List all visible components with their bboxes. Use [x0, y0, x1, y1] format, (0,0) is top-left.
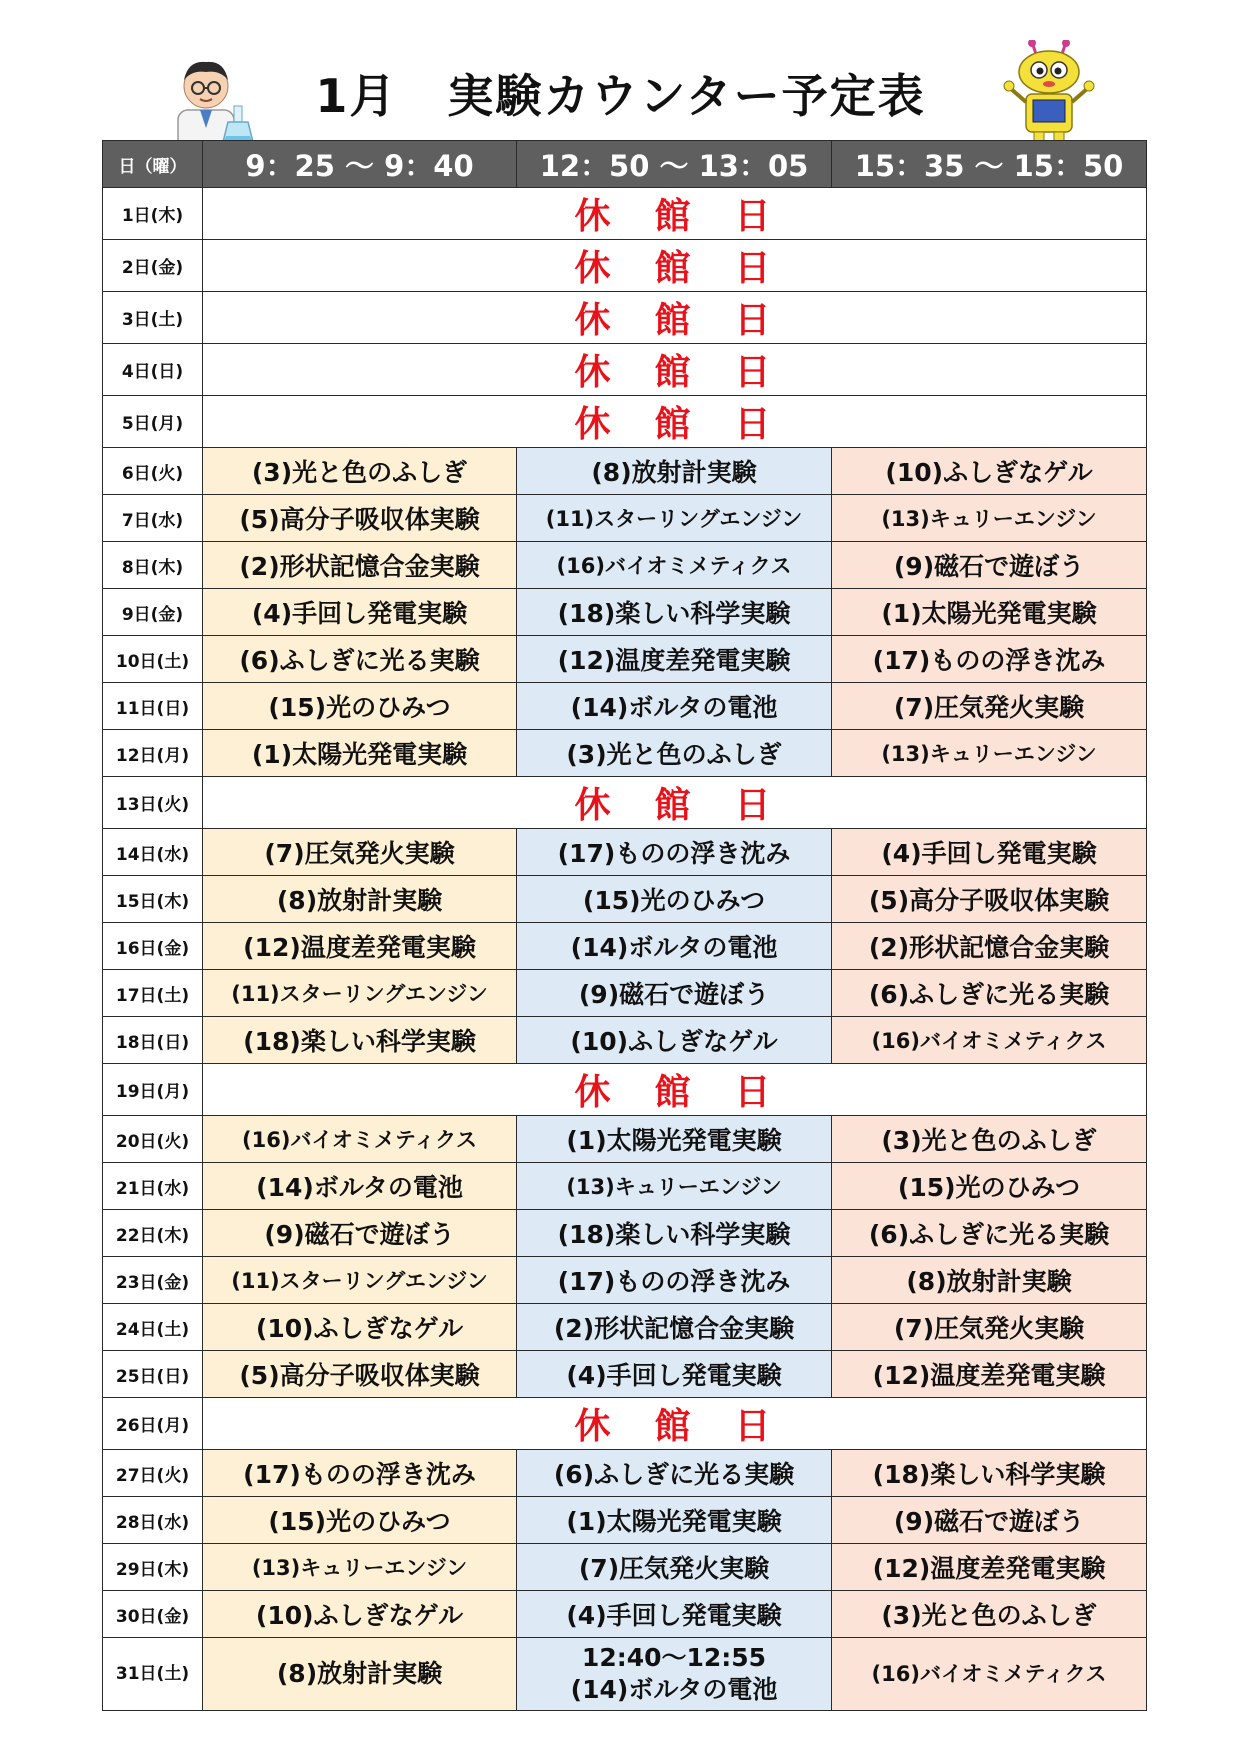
- experiment-slot1: (12)温度差発電実験: [203, 923, 517, 970]
- experiment-slot1: (6)ふしぎに光る実験: [203, 636, 517, 683]
- experiment-slot3: (6)ふしぎに光る実験: [832, 970, 1147, 1017]
- experiment-slot3: (1)太陽光発電実験: [832, 589, 1147, 636]
- experiment-slot2: (12)温度差発電実験: [517, 636, 832, 683]
- table-row: [103, 923, 1147, 970]
- experiment-slot3: (2)形状記憶合金実験: [832, 923, 1147, 970]
- experiment-slot1: (5)高分子吸収体実験: [203, 495, 517, 542]
- experiment-slot1: (8)放射計実験: [203, 1638, 517, 1711]
- experiment-slot1: (10)ふしぎなゲル: [203, 1591, 517, 1638]
- table-row: [103, 730, 1147, 777]
- experiment-slot2: (4)手回し発電実験: [517, 1351, 832, 1398]
- day-cell: 16日(金): [103, 923, 203, 970]
- experiment-slot3: (18)楽しい科学実験: [832, 1450, 1147, 1497]
- day-cell: 30日(金): [103, 1591, 203, 1638]
- experiment-slot1: (1)太陽光発電実験: [203, 730, 517, 777]
- slot-experiment: (14)ボルタの電池: [570, 1675, 778, 1704]
- day-cell: 12日(月): [103, 730, 203, 777]
- table-row: [103, 495, 1147, 542]
- experiment-slot1: (18)楽しい科学実験: [203, 1017, 517, 1064]
- experiment-slot2: (13)キュリーエンジン: [517, 1163, 832, 1210]
- experiment-slot2: (16)バイオミメティクス: [517, 542, 832, 589]
- day-cell: 3日(土): [103, 292, 203, 344]
- experiment-slot1: (8)放射計実験: [203, 876, 517, 923]
- day-cell: 26日(月): [103, 1398, 203, 1450]
- experiment-slot2: (14)ボルタの電池: [517, 923, 832, 970]
- experiment-slot1: (3)光と色のふしぎ: [203, 448, 517, 495]
- table-row: [103, 292, 1147, 344]
- experiment-slot2: (6)ふしぎに光る実験: [517, 1450, 832, 1497]
- experiment-slot3: (17)ものの浮き沈み: [832, 636, 1147, 683]
- experiment-slot3: (12)温度差発電実験: [832, 1544, 1147, 1591]
- title-month: 1月: [315, 69, 398, 123]
- scientist-illustration-icon: [160, 48, 260, 153]
- experiment-slot2: [517, 1638, 832, 1711]
- experiment-slot1: (11)スターリングエンジン: [203, 970, 517, 1017]
- closed-cell: 休 館 日: [203, 777, 1147, 829]
- day-cell: 11日(日): [103, 683, 203, 730]
- experiment-slot3: (15)光のひみつ: [832, 1163, 1147, 1210]
- experiment-slot1: (13)キュリーエンジン: [203, 1544, 517, 1591]
- day-cell: 4日(日): [103, 344, 203, 396]
- experiment-slot3: (5)高分子吸収体実験: [832, 876, 1147, 923]
- table-row: [103, 1497, 1147, 1544]
- experiment-slot2: (15)光のひみつ: [517, 876, 832, 923]
- table-row: [103, 829, 1147, 876]
- robot-mascot-icon: [1000, 40, 1098, 152]
- table-row: [103, 876, 1147, 923]
- experiment-slot3: (10)ふしぎなゲル: [832, 448, 1147, 495]
- title-text: 実験カウンター予定表: [447, 69, 926, 123]
- experiment-slot2: (17)ものの浮き沈み: [517, 829, 832, 876]
- experiment-slot1: (14)ボルタの電池: [203, 1163, 517, 1210]
- day-cell: 29日(木): [103, 1544, 203, 1591]
- table-row: [103, 188, 1147, 240]
- day-cell: 19日(月): [103, 1064, 203, 1116]
- table-row: [103, 1591, 1147, 1638]
- header-day: 日（曜）: [103, 141, 203, 188]
- experiment-slot1: (2)形状記憶合金実験: [203, 542, 517, 589]
- day-cell: 13日(火): [103, 777, 203, 829]
- day-cell: 28日(水): [103, 1497, 203, 1544]
- day-cell: 10日(土): [103, 636, 203, 683]
- table-row: [103, 1064, 1147, 1116]
- header-slot3: 15：35 〜 15：50: [832, 141, 1147, 188]
- closed-cell: 休 館 日: [203, 396, 1147, 448]
- table-row: [103, 1450, 1147, 1497]
- experiment-slot3: (12)温度差発電実験: [832, 1351, 1147, 1398]
- experiment-slot1: (10)ふしぎなゲル: [203, 1304, 517, 1351]
- table-row: [103, 448, 1147, 495]
- experiment-slot2: (7)圧気発火実験: [517, 1544, 832, 1591]
- experiment-slot3: (4)手回し発電実験: [832, 829, 1147, 876]
- day-cell: 8日(木): [103, 542, 203, 589]
- experiment-slot3: (13)キュリーエンジン: [832, 730, 1147, 777]
- experiment-slot2: (18)楽しい科学実験: [517, 1210, 832, 1257]
- experiment-slot3: (8)放射計実験: [832, 1257, 1147, 1304]
- table-row: [103, 1017, 1147, 1064]
- table-row: [103, 1163, 1147, 1210]
- table-row: [103, 240, 1147, 292]
- experiment-slot3: (9)磁石で遊ぼう: [832, 542, 1147, 589]
- experiment-slot2: (2)形状記憶合金実験: [517, 1304, 832, 1351]
- day-cell: 15日(木): [103, 876, 203, 923]
- experiment-slot2: (18)楽しい科学実験: [517, 589, 832, 636]
- day-cell: 17日(土): [103, 970, 203, 1017]
- day-cell: 1日(木): [103, 188, 203, 240]
- experiment-slot3: (9)磁石で遊ぼう: [832, 1497, 1147, 1544]
- experiment-slot2: (10)ふしぎなゲル: [517, 1017, 832, 1064]
- table-row: [103, 1398, 1147, 1450]
- closed-cell: 休 館 日: [203, 1398, 1147, 1450]
- header-slot2: 12：50 〜 13：05: [517, 141, 832, 188]
- table-row: [103, 683, 1147, 730]
- closed-cell: 休 館 日: [203, 344, 1147, 396]
- day-cell: 25日(日): [103, 1351, 203, 1398]
- day-cell: 31日(土): [103, 1638, 203, 1711]
- table-row: [103, 1304, 1147, 1351]
- day-cell: 27日(火): [103, 1450, 203, 1497]
- experiment-slot1: (15)光のひみつ: [203, 683, 517, 730]
- closed-cell: 休 館 日: [203, 240, 1147, 292]
- experiment-slot3: (6)ふしぎに光る実験: [832, 1210, 1147, 1257]
- day-cell: 20日(火): [103, 1116, 203, 1163]
- closed-cell: 休 館 日: [203, 292, 1147, 344]
- day-cell: 2日(金): [103, 240, 203, 292]
- day-cell: 24日(土): [103, 1304, 203, 1351]
- experiment-slot1: (4)手回し発電実験: [203, 589, 517, 636]
- experiment-slot3: (7)圧気発火実験: [832, 683, 1147, 730]
- table-row: [103, 1210, 1147, 1257]
- day-cell: 23日(金): [103, 1257, 203, 1304]
- closed-cell: 休 館 日: [203, 188, 1147, 240]
- experiment-slot1: (17)ものの浮き沈み: [203, 1450, 517, 1497]
- table-row: [103, 589, 1147, 636]
- table-row: [103, 1638, 1147, 1711]
- experiment-slot3: (7)圧気発火実験: [832, 1304, 1147, 1351]
- experiment-slot3: (3)光と色のふしぎ: [832, 1116, 1147, 1163]
- experiment-slot3: (16)バイオミメティクス: [832, 1638, 1147, 1711]
- header-row: [103, 141, 1147, 188]
- experiment-slot2: (14)ボルタの電池: [517, 683, 832, 730]
- table-row: [103, 344, 1147, 396]
- experiment-slot1: (5)高分子吸収体実験: [203, 1351, 517, 1398]
- experiment-slot1: (9)磁石で遊ぼう: [203, 1210, 517, 1257]
- experiment-slot1: (16)バイオミメティクス: [203, 1116, 517, 1163]
- table-row: [103, 542, 1147, 589]
- table-row: [103, 970, 1147, 1017]
- slot-time-note: 12:40〜12:55: [581, 1643, 767, 1672]
- experiment-slot1: (11)スターリングエンジン: [203, 1257, 517, 1304]
- day-cell: 9日(金): [103, 589, 203, 636]
- experiment-slot3: (16)バイオミメティクス: [832, 1017, 1147, 1064]
- day-cell: 21日(水): [103, 1163, 203, 1210]
- experiment-slot3: (13)キュリーエンジン: [832, 495, 1147, 542]
- day-cell: 7日(水): [103, 495, 203, 542]
- experiment-slot2: (1)太陽光発電実験: [517, 1497, 832, 1544]
- day-cell: 14日(水): [103, 829, 203, 876]
- day-cell: 6日(火): [103, 448, 203, 495]
- experiment-slot1: (15)光のひみつ: [203, 1497, 517, 1544]
- experiment-slot2: (8)放射計実験: [517, 448, 832, 495]
- experiment-slot2: (4)手回し発電実験: [517, 1591, 832, 1638]
- experiment-slot3: (3)光と色のふしぎ: [832, 1591, 1147, 1638]
- experiment-slot2: (9)磁石で遊ぼう: [517, 970, 832, 1017]
- experiment-slot2: (11)スターリングエンジン: [517, 495, 832, 542]
- experiment-slot2: (17)ものの浮き沈み: [517, 1257, 832, 1304]
- table-row: [103, 1544, 1147, 1591]
- table-row: [103, 636, 1147, 683]
- table-row: [103, 777, 1147, 829]
- table-row: [103, 1116, 1147, 1163]
- header-slot1: 9：25 〜 9：40: [203, 141, 517, 188]
- closed-cell: 休 館 日: [203, 1064, 1147, 1116]
- table-row: [103, 1351, 1147, 1398]
- experiment-slot2: (3)光と色のふしぎ: [517, 730, 832, 777]
- day-cell: 5日(月): [103, 396, 203, 448]
- day-cell: 18日(日): [103, 1017, 203, 1064]
- day-cell: 22日(木): [103, 1210, 203, 1257]
- experiment-slot1: (7)圧気発火実験: [203, 829, 517, 876]
- table-row: [103, 396, 1147, 448]
- table-row: [103, 1257, 1147, 1304]
- experiment-slot2: (1)太陽光発電実験: [517, 1116, 832, 1163]
- schedule-table: [102, 140, 1147, 1711]
